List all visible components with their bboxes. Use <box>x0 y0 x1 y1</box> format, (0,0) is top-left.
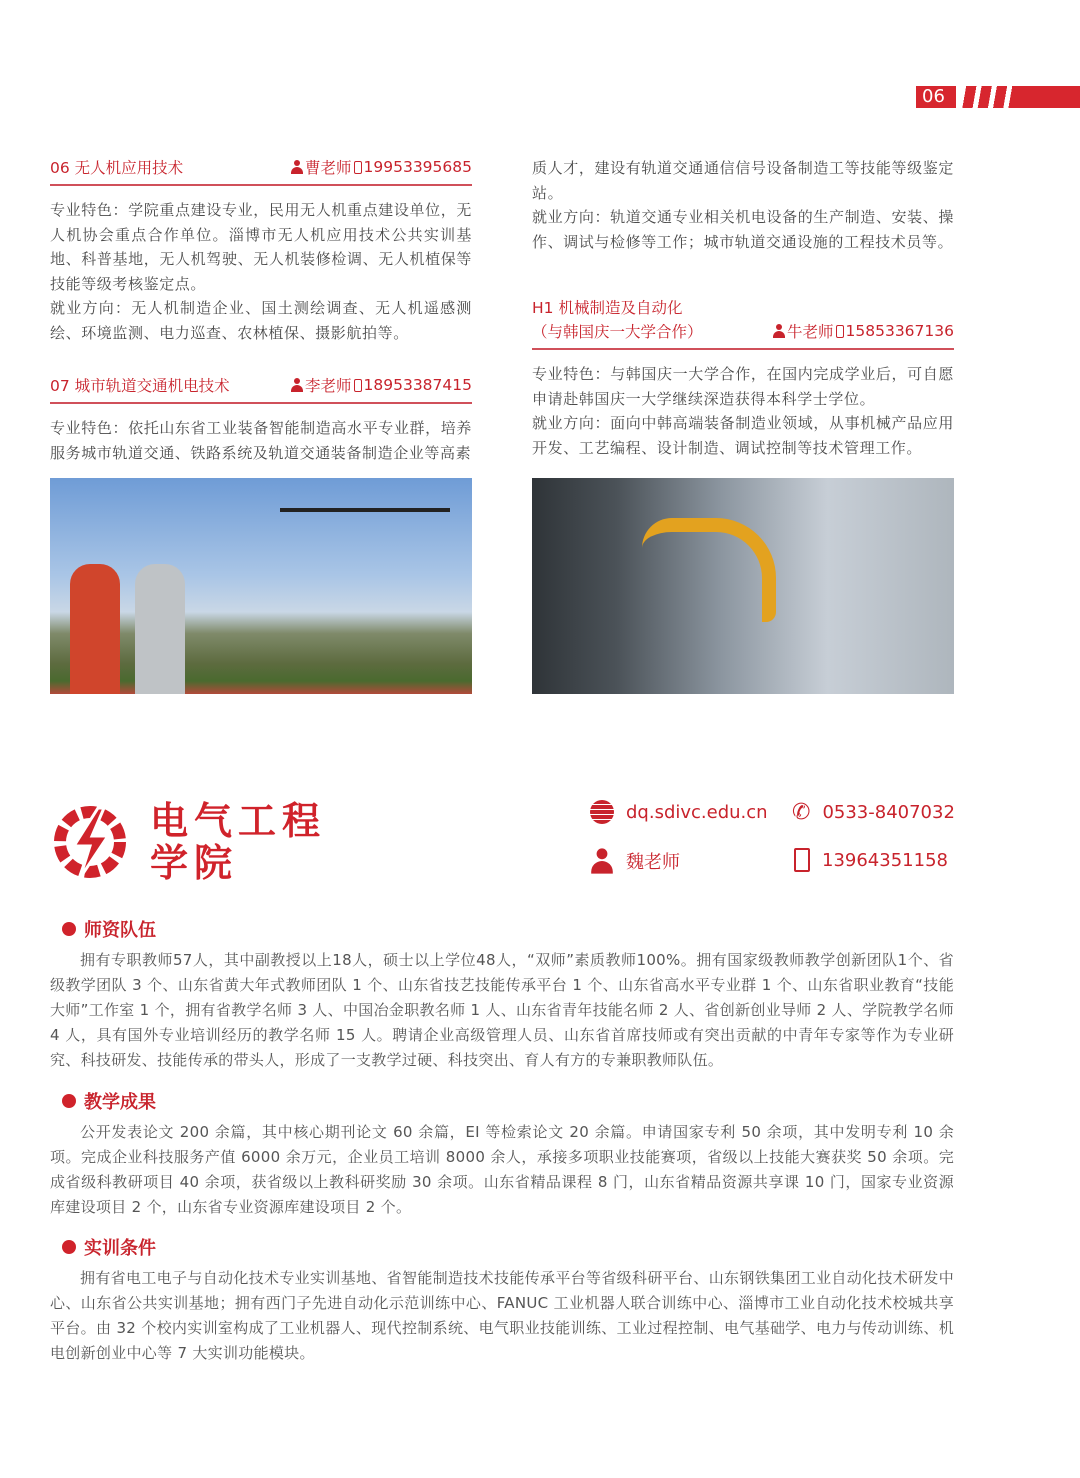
section-title: 实训条件 <box>84 1238 156 1259</box>
major-07 <box>50 374 472 465</box>
teacher-phone: 15853367136 <box>845 322 954 340</box>
person-icon <box>291 160 303 174</box>
teacher-name: 曹老师 <box>305 159 352 177</box>
section-training <box>50 1234 954 1366</box>
person-shape <box>135 564 185 694</box>
decorative-stripes <box>956 86 1080 108</box>
college-mobile <box>794 848 948 872</box>
robot-lab-photo <box>532 478 954 694</box>
tel-text: 0533-8407032 <box>822 802 955 823</box>
major-features: 专业特色：与韩国庆一大学合作，在国内完成学业后，可自愿申请赴韩国庆一大学继续深造获得本科学士学位。 <box>532 365 954 408</box>
section-title: 师资队伍 <box>84 920 156 941</box>
person-shape <box>70 564 120 694</box>
teacher-name: 牛老师 <box>787 323 834 341</box>
major-header <box>50 374 472 404</box>
major-contact <box>291 374 472 396</box>
college-name-line2: 学院 <box>150 841 239 885</box>
bullet-dot <box>62 922 76 936</box>
contact-name: 魏老师 <box>626 852 680 873</box>
page-number-tab <box>916 86 1080 108</box>
telephone-icon: ✆ <box>792 800 811 825</box>
teacher-phone: 19953395685 <box>363 158 472 176</box>
section-text: 拥有专职教师57人，其中副教授以上18人，硕士以上学位48人，“双师”素质教师100%。拥有国家级教师教学创新团队1个、省级教学团队 3 个、山东省黄大年式教师团队 1 个、山东省技艺技能传承平台 1 个、山东省高水平专业群 1 个、山东省职业教育“技能大师”工作室 1 个，拥有省教学名师 3 人、中国冶金职教名师 1 人、山东省青年技能名师 2 人、省创新创业导师 2 人、学院教学名师 4 人，具有国外专业培训经历的教学名师 15 人。聘请企业高级管理人员、山东省首席技师或有突出贡献的中青年专家等作为专业研究、科技研发、技能传承的带头人，形成了一支教学过硬、科技突出、育人有方的专兼职教师队伍。 <box>50 951 954 1069</box>
phone-icon <box>354 379 362 392</box>
phone-icon <box>354 161 362 174</box>
major-header <box>532 320 954 350</box>
person-icon <box>773 324 785 338</box>
major-contact <box>773 320 954 342</box>
website-text: dq.sdivc.edu.cn <box>626 801 768 823</box>
section-heading <box>62 916 954 942</box>
drone-shape <box>280 508 450 572</box>
major-header <box>50 156 472 186</box>
college-name-line1: 电气工程 <box>150 799 327 843</box>
page-number: 06 <box>916 86 956 108</box>
major-subtitle: （与韩国庆一大学合作） <box>532 323 703 341</box>
mobile-text: 13964351158 <box>822 849 948 871</box>
section-text: 公开发表论文 200 余篇，其中核心期刊论文 60 余篇，EI 等检索论文 20 余篇。申请国家专利 50 余项，其中发明专利 10 余项。完成企业科技服务产值 6000 余万元，企业员工培训 8000 余人，承接多项职业技能赛项，省级以上技能大赛获奖 50 余项。完成省级科教研项目 40 余项，获省级以上教科研奖励 30 余项。山东省精品课程 8 门，山东省精品资源共享课 10 门，国家专业资源库建设项目 2 个，山东省专业资源库建设项目 2 个。 <box>50 1123 954 1216</box>
major-features-continued: 质人才，建设有轨道交通通信信号设备制造工等技能等级鉴定站。 <box>532 159 954 202</box>
person-icon <box>291 378 303 392</box>
section-heading <box>62 1234 954 1260</box>
teacher-phone: 18953387415 <box>363 376 472 394</box>
major-employment: 就业方向：无人机制造企业、国土测绘调查、无人机遥感测绘、环境监测、电力巡查、农林植保、摄影航拍等。 <box>50 299 472 342</box>
teacher-name: 李老师 <box>305 377 352 395</box>
college-tel <box>792 800 955 825</box>
major-title: 07 城市轨道交通机电技术 <box>50 377 230 395</box>
major-title: 06 无人机应用技术 <box>50 159 184 177</box>
major-employment: 就业方向：轨道交通专业相关机电设备的生产制造、安装、操作、调试与检修等工作；城市轨道交通设施的工程技术员等。 <box>532 208 954 251</box>
major-features: 专业特色：学院重点建设专业，民用无人机重点建设单位，无人机协会重点合作单位。淄博市无人机应用技术公共实训基地、科普基地，无人机驾驶、无人机装修检调、无人机植保等技能等级考核鉴定点。 <box>50 201 472 293</box>
major-06 <box>50 156 472 345</box>
mobile-phone-icon <box>794 848 810 872</box>
major-07-continued <box>532 156 954 254</box>
section-heading <box>62 1088 954 1114</box>
major-features: 专业特色：依托山东省工业装备智能制造高水平专业群，培养服务城市轨道交通、铁路系统及轨道交通装备制造企业等高素 <box>50 419 472 462</box>
bullet-dot <box>62 1240 76 1254</box>
section-text: 拥有省电工电子与自动化技术专业实训基地、省智能制造技术技能传承平台等省级科研平台、山东钢铁集团工业自动化技术研发中心、山东省公共实训基地；拥有西门子先进自动化示范训练中心、FANUC 工业机器人联合训练中心、淄博市工业自动化技术校城共享平台。由 32 个校内实训室构成了工业机器人、现代控制系统、电气职业技能训练、工业过程控制、电气基础学、电力与传动训练、机电创新创业中心等 7 大实训功能模块。 <box>50 1269 954 1362</box>
globe-icon <box>590 800 614 824</box>
drone-photo <box>50 478 472 694</box>
section-achievements <box>50 1088 954 1220</box>
college-logo-icon <box>50 800 130 884</box>
person-icon <box>591 848 613 873</box>
phone-icon <box>836 325 844 338</box>
section-faculty <box>50 916 954 1073</box>
major-contact <box>291 156 472 178</box>
college-contact <box>590 848 680 874</box>
major-employment: 就业方向：面向中韩高端装备制造业领域，从事机械产品应用开发、工艺编程、设计制造、调试控制等技术管理工作。 <box>532 414 954 457</box>
major-title: H1 机械制造及自动化 <box>532 299 683 317</box>
major-h1 <box>532 296 954 460</box>
bullet-dot <box>62 1094 76 1108</box>
college-website[interactable] <box>590 800 768 824</box>
college-name <box>150 800 326 884</box>
section-title: 教学成果 <box>84 1092 156 1113</box>
robot-arm-shape <box>642 518 776 622</box>
